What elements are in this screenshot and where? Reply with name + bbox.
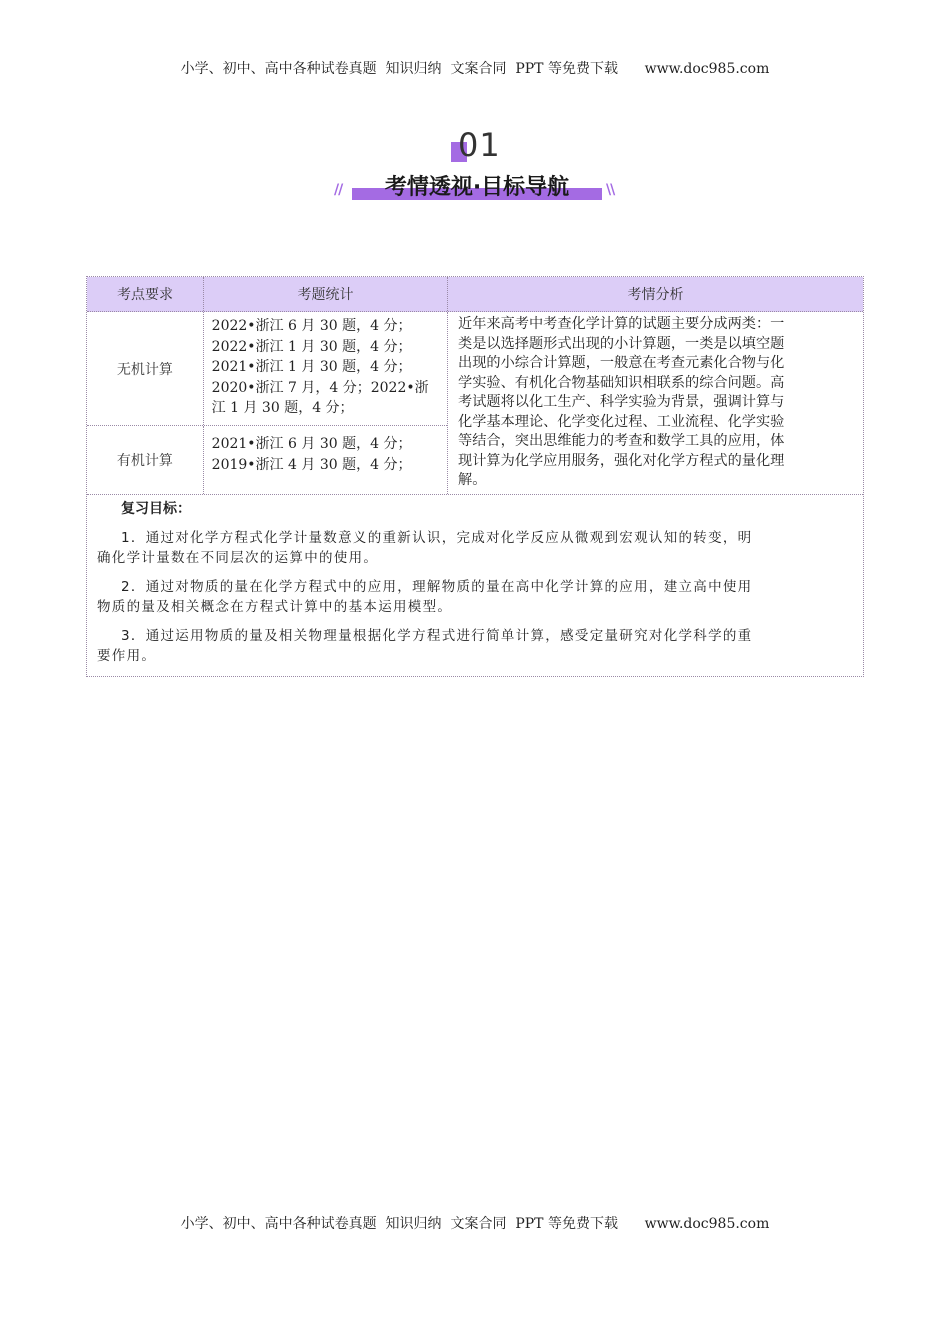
- topic-cell: 有机计算: [87, 426, 204, 494]
- goal-line: 要作用。: [97, 648, 157, 664]
- goal-item: [97, 528, 853, 568]
- section-number: 01: [458, 126, 501, 164]
- goals-title: 复习目标：: [121, 501, 191, 517]
- review-goals: [87, 495, 863, 676]
- stats-line: 2021•浙江 1 月 30 题，4 分；: [211, 359, 412, 375]
- stats-line: 2022•浙江 1 月 30 题，4 分；: [211, 338, 412, 355]
- topic-cell: 无机计算: [87, 312, 204, 425]
- table-row: [87, 312, 447, 426]
- slash-decoration-right: \\: [606, 182, 615, 198]
- stats-line: 2020•浙江 7 月，4 分；2022•浙: [211, 379, 429, 396]
- goal-line: 确化学计量数在不同层次的运算中的使用。: [97, 550, 379, 566]
- stats-cell: [204, 426, 447, 494]
- stats-line: 2019•浙江 4 月 30 题，4 分；: [211, 456, 412, 473]
- stats-line: 2022•浙江 6 月 30 题，4 分；: [211, 318, 412, 334]
- stats-cell: [204, 312, 447, 425]
- analysis-line: 类是以选择题形式出现的小计算题，一类是以填空题: [458, 335, 785, 352]
- analysis-line: 解。: [458, 472, 487, 488]
- goal-item: [97, 626, 853, 666]
- section-title: 考情透视·目标导航: [384, 175, 570, 200]
- exam-analysis-table: [86, 276, 864, 677]
- goal-line: 1．通过对化学方程式化学计量数意义的重新认识，完成对化学反应从微观到宏观认知的转变，明: [121, 530, 753, 546]
- analysis-cell: [448, 312, 863, 494]
- header-analysis: 考情分析: [627, 287, 684, 303]
- topic-stats-column: [87, 312, 448, 494]
- page-header: 小学、初中、高中各种试卷真题 知识归纳 文案合同 PPT 等免费下载 www.doc985.com: [180, 61, 770, 77]
- goal-line: 3．通过运用物质的量及相关物理量根据化学方程式进行简单计算，感受定量研究对化学科学的重: [121, 628, 753, 644]
- analysis-line: 化学基本理论、化学变化过程、工业流程、化学实验: [458, 413, 785, 430]
- goal-line: 物质的量及相关概念在方程式计算中的基本运用模型。: [97, 599, 453, 615]
- goal-line: 2．通过对物质的量在化学方程式中的应用，理解物质的量在高中化学计算的应用，建立高中使用: [121, 579, 753, 595]
- stats-line: 江 1 月 30 题，4 分；: [211, 400, 354, 416]
- table-body: [87, 312, 863, 495]
- analysis-line: 考试题将以化工生产、科学实验为背景，强调计算与: [458, 394, 785, 410]
- analysis-line: 近年来高考中考查化学计算的试题主要分成两类：一: [458, 316, 785, 332]
- table-header-row: [87, 277, 863, 312]
- stats-line: 2021•浙江 6 月 30 题，4 分；: [211, 436, 412, 452]
- header-topic: 考点要求: [87, 277, 204, 311]
- analysis-line: 现计算为化学应用服务，强化对化学方程式的量化理: [458, 452, 785, 469]
- header-stats: 考题统计: [204, 277, 448, 311]
- slash-decoration-left: //: [334, 182, 343, 198]
- analysis-line: 学实验、有机化合物基础知识相联系的综合问题。高: [458, 374, 785, 391]
- goal-item: [97, 577, 853, 617]
- analysis-line: 等结合，突出思维能力的考查和数学工具的应用，体: [458, 433, 785, 449]
- analysis-line: 出现的小综合计算题，一般意在考查元素化合物与化: [458, 355, 785, 371]
- table-row: [87, 426, 447, 494]
- page-footer: 小学、初中、高中各种试卷真题 知识归纳 文案合同 PPT 等免费下载 www.doc985.com: [180, 1216, 770, 1232]
